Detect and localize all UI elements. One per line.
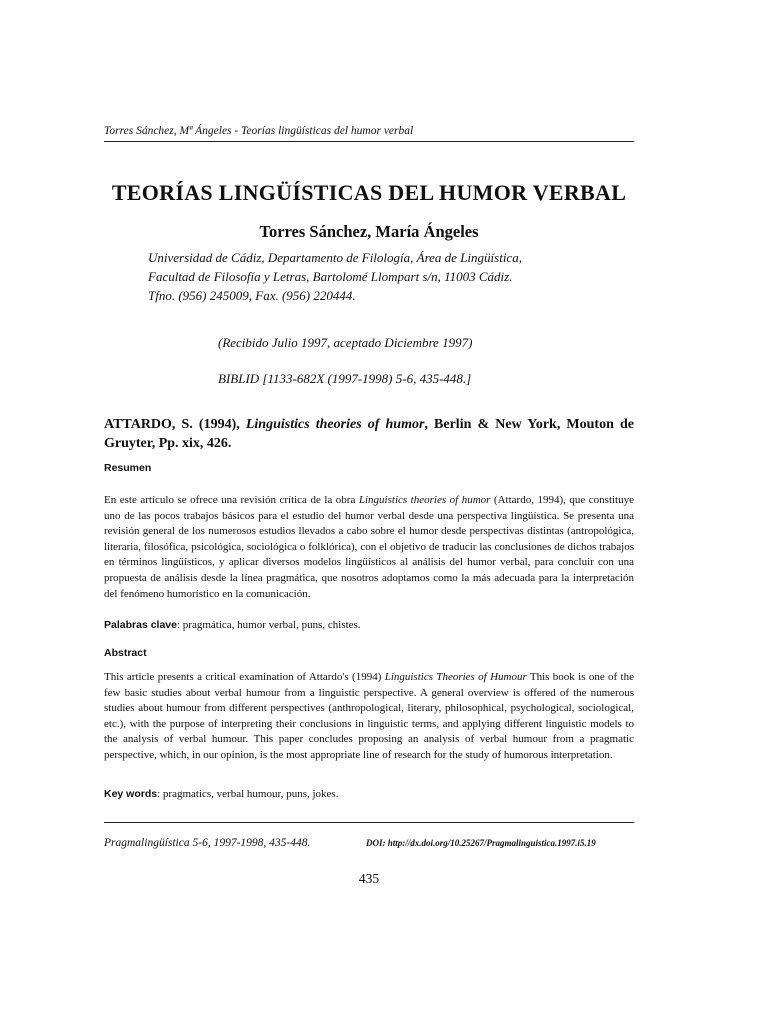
reference-publisher: , Berlin & New York, Mouton de Gruyter, Pp. xix, 426. [104, 417, 634, 451]
affiliation-line: Tfno. (956) 245009, Fax. (956) 220444. [148, 288, 356, 303]
journal-citation: Pragmalingüística 5-6, 1997-1998, 435-448. [104, 837, 311, 849]
resumen-work-title: Linguistics theories of humor [358, 494, 491, 506]
resumen-text-start: En este artículo se ofrece una revisión crítica de la obra [104, 494, 359, 506]
resumen-text-end: (Attardo, 1994), que constituye uno de las pocos trabajos básicos para el estudio del humor verbal desde una perspectiva lingüística. Se presenta una revisión general de los numerosos estudios llevados a cabo sobre el humor desde perspectivas distintas (antropológica, literaria, filosófica, psicológica, sociológica o folklórica), con el objetivo de traducir las conclusiones de dichos trabajos en términos lingüísticos, y aplicar diversos modelos lingüísticos al análisis del humor verbal, para concluir con una propuesta de análisis desde la línea pragmática, que nosotros adoptamos como la más adecuada para la interpretación del fenómeno humorístico en la comunicación. [104, 494, 634, 600]
affiliation-line: Universidad de Cádiz, Departamento de Filología, Área de Lingüística, [148, 250, 522, 265]
palabras-clave-text: : pragmática, humor verbal, puns, chistes. [176, 619, 361, 631]
author-affiliation [148, 248, 628, 305]
doi-link[interactable]: DOI: http://dx.doi.org/10.25267/Pragmalinguistica.1997.i5.19 [366, 838, 596, 848]
received-dates: (Recibido Julio 1997, aceptado Diciembre 1997) [218, 335, 473, 350]
key-words-text: : pragmatics, verbal humour, puns, jokes. [157, 788, 339, 800]
reference-work-title: Linguistics theories of humor [245, 417, 425, 432]
resumen-text [104, 493, 634, 602]
footer-rule [104, 822, 634, 823]
palabras-clave [104, 618, 634, 632]
running-head: Torres Sánchez, Mª Ángeles - Teorías lingüísticas del humor verbal [104, 125, 414, 137]
biblid: BIBLID [1133-682X (1997-1998) 5-6, 435-448.] [218, 371, 472, 386]
resumen-heading: Resumen [104, 462, 152, 474]
abstract-text [104, 670, 634, 764]
key-words [104, 787, 634, 801]
article-title: TEORÍAS LINGÜÍSTICAS DEL HUMOR VERBAL [111, 180, 627, 205]
article-author: Torres Sánchez, María Ángeles [259, 222, 479, 241]
reference-author-year: ATTARDO, S. (1994), [104, 417, 240, 432]
abstract-text-start: This article presents a critical examination of Attardo's (1994) [104, 671, 385, 683]
abstract-text-end: This book is one of the few basic studies about verbal humour from a linguistic perspective. A general overview is offered of the numerous studies about humour from different perspectives (anthropological, literary, philosophical, psychological, sociological, etc.), with the purpose of interpreting their conclusions in linguistic terms, and applying different linguistic models to the analysis of verbal humour. This paper concludes proposing an analysis of verbal humour from a pragmatic perspective, which, in our opinion, is the most appropriate line of research for the study of humorous interpretation. [104, 671, 634, 761]
affiliation-line: Facultad de Filosofía y Letras, Bartolomé Llompart s/n, 11003 Cádiz. [148, 269, 513, 284]
reviewed-work-reference [104, 415, 634, 453]
abstract-work-title: Linguistics Theories of Humour [384, 671, 527, 683]
header-rule [104, 141, 634, 142]
abstract-heading: Abstract [104, 647, 147, 659]
key-words-label: Key words [104, 788, 158, 800]
page-number: 435 [358, 871, 380, 886]
palabras-clave-label: Palabras clave [104, 619, 177, 631]
